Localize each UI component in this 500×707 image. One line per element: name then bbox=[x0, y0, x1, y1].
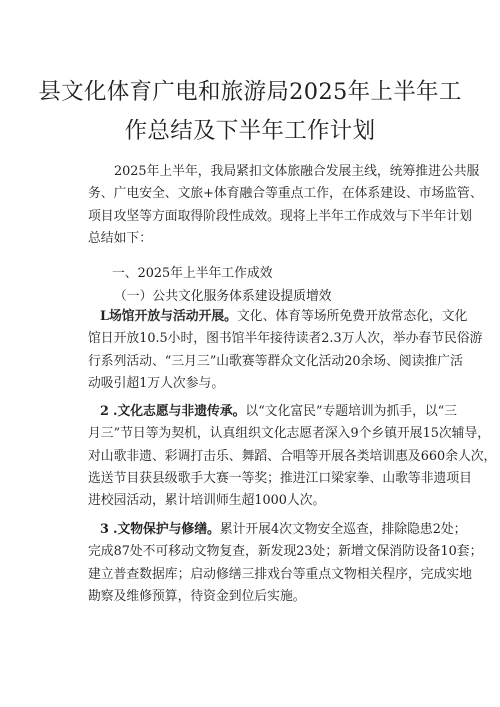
item-1-first-line bbox=[88, 306, 468, 328]
item-2-number: 2 bbox=[100, 404, 109, 419]
item-2-line: 月三”节日等为契机，认真组织文化志愿者深入9个乡镇开展15次辅导， bbox=[88, 426, 491, 442]
item-2-line: 选送节目获县级歌手大赛一等奖；推进江口梁家拳、山歌等非遗项目 bbox=[88, 470, 472, 486]
item-3-line: 建立普查数据库；启动修缮三排戏台等重点文物相关程序，完成实地 bbox=[88, 566, 472, 582]
section-heading: 一、2025年上半年工作成效 bbox=[112, 266, 273, 281]
item-3-lead: .文物保护与修缮。 bbox=[112, 522, 220, 537]
item-3-first-line bbox=[88, 519, 467, 541]
item-2-line: 对山歌非遗、彩调打击乐、舞蹈、合唱等开展各类培训惠及660余人次， bbox=[88, 448, 497, 464]
item-2-first-line-text: 以“文化富民”专题培训为抓手，以“三 bbox=[245, 404, 458, 419]
item-1-lead: L场馆开放与活动开展。 bbox=[100, 309, 237, 324]
subsection-heading: （一）公共文化服务体系建设提质增效 bbox=[114, 289, 332, 304]
intro-paragraph bbox=[88, 161, 483, 250]
document-title-line2: 作总结及下半年工作计划 bbox=[124, 118, 376, 144]
intro-line: 总结如下： bbox=[88, 230, 152, 246]
item-1-paragraph bbox=[88, 306, 483, 395]
item-2-lead: .文化志愿与非遗传承。 bbox=[112, 404, 246, 419]
intro-line: 2025年上半年，我局紧扣文体旅融合发展主线，统筹推进公共服 bbox=[114, 164, 480, 179]
item-2-paragraph bbox=[88, 401, 497, 512]
item-3-first-line-text: 累计开展4次文物安全巡查，排除隐患2处； bbox=[219, 522, 467, 537]
item-1-first-line-text: 文化、体育等场所免费开放常态化，文化 bbox=[236, 309, 468, 324]
item-2-first-line bbox=[88, 401, 458, 423]
intro-line: 务、广电安全、文旅+体育融合等重点工作，在体系建设、市场监管、 bbox=[88, 186, 483, 202]
document-title-line1: 县文化体育广电和旅游局2025年上半年工 bbox=[38, 79, 462, 105]
item-1-line: 动吸引超1万人次参与。 bbox=[88, 375, 225, 391]
item-3-number: 3 bbox=[100, 522, 109, 537]
item-3-line: 勘察及维修预算，待资金到位后实施。 bbox=[88, 588, 306, 604]
item-2-line: 进校园活动，累计培训师生超1000人次。 bbox=[88, 493, 326, 509]
item-3-paragraph bbox=[88, 519, 483, 608]
item-1-line: 行系列活动、“三月三”山歌赛等群众文化活动20余场、阅读推广活 bbox=[88, 353, 463, 369]
item-3-line: 完成87处不可移动文物复查，新发现23处；新增文保消防设备10套； bbox=[88, 544, 483, 560]
item-1-line: 馆日开放10.5小时，图书馆半年接待读者2.3万人次，举办春节民俗游 bbox=[88, 331, 483, 347]
intro-line: 项目攻坚等方面取得阶段性成效。现将上半年工作成效与下半年计划 bbox=[88, 208, 472, 224]
